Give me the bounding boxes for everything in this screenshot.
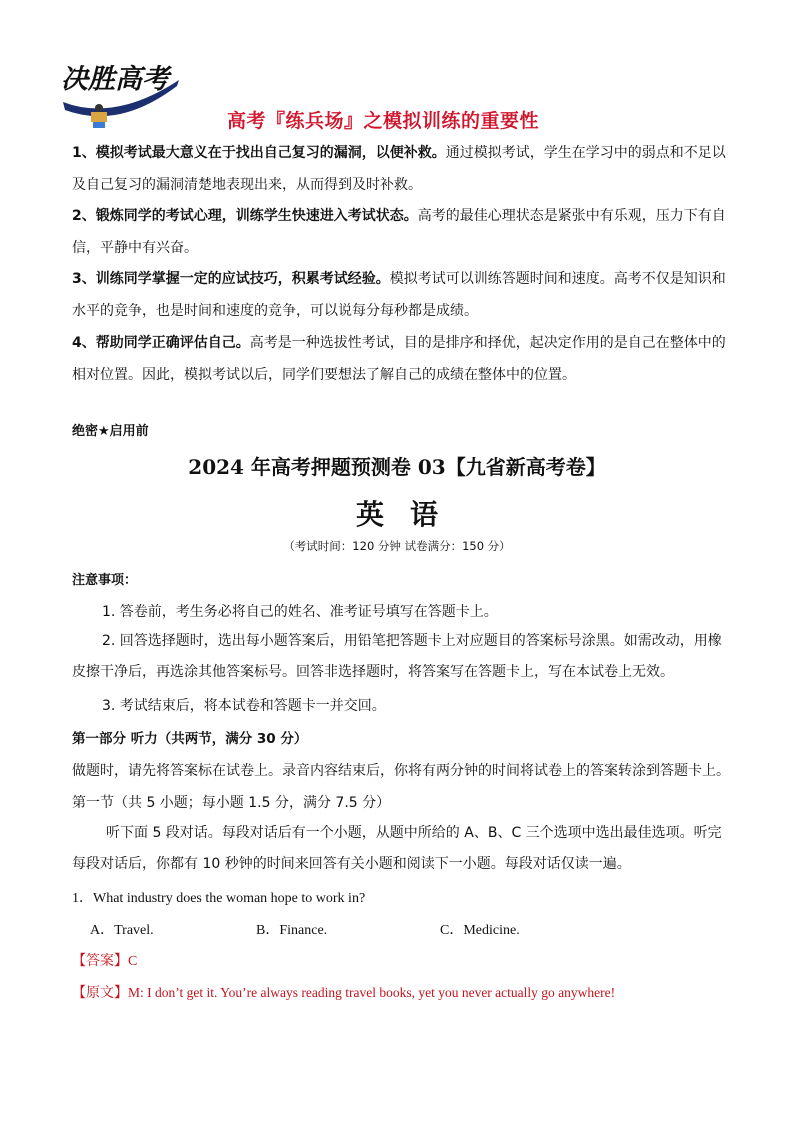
exam-info: （考试时间：120 分钟 试卷满分：150 分） xyxy=(283,539,511,553)
importance-item-1-bold: 1、模拟考试最大意义在于找出自己复习的漏洞，以便补救。 xyxy=(72,145,446,161)
importance-item-4 xyxy=(72,328,726,391)
subject-title: 英语 xyxy=(355,498,464,531)
part1-instruction: 做题时，请先将答案标在试卷上。录音内容结束后，你将有两分钟的时间将试卷上的答案转涂到答题卡上。 xyxy=(72,763,730,779)
note-item-2: 2. 回答选择题时，选出每小题答案后，用铅笔把答题卡上对应题目的答案标号涂黑。如需改动，用橡皮擦干净后，再选涂其他答案标号。回答非选择题时，将答案写在答题卡上，写在本试卷上无效。 xyxy=(72,633,722,680)
source-label: 【原文】 xyxy=(72,985,128,1001)
importance-item-1 xyxy=(72,138,726,201)
note-item-3: 3. 考试结束后，将本试卷和答题卡一并交回。 xyxy=(102,698,386,714)
logo xyxy=(55,52,185,134)
importance-item-4-bold: 4、帮助同学正确评估自己。 xyxy=(72,335,250,351)
importance-item-2 xyxy=(72,201,726,264)
question-1-stem: 1．What industry does the woman hope to work in? xyxy=(72,891,366,906)
source-row xyxy=(72,982,615,1002)
source-text: M: I don’t get it. You’re always reading travel books, yet you never actually go anywhere! xyxy=(128,985,616,1000)
answer-label: 【答案】 xyxy=(72,953,128,969)
importance-item-3-text: 模拟考试可以训练答题时间和速度。高考不仅是知识和水平的竞争，也是时间和速度的竞争，可以说每分每秒都是成绩。 xyxy=(72,271,726,319)
answer-row xyxy=(72,950,137,970)
section1-description: 听下面 5 段对话。每段对话后有一个小题，从题中所给的 A、B、C 三个选项中选出最佳选项。听完每段对话后，你都有 10 秒钟的时间来回答有关小题和阅读下一小题。每段对话仅读一遍。 xyxy=(72,825,722,872)
question-1-option-a: A．Travel. xyxy=(90,923,154,938)
importance-item-3-bold: 3、训练同学掌握一定的应试技巧，积累考试经验。 xyxy=(72,271,390,287)
importance-item-1-text: 通过模拟考试，学生在学习中的弱点和不足以及自己复习的漏洞清楚地表现出来，从而得到及时补救。 xyxy=(72,145,726,193)
importance-item-4-text: 高考是一种选拔性考试，目的是排序和择优，起决定作用的是自己在整体中的相对位置。因此，模拟考试以后，同学们要想法了解自己的成绩在整体中的位置。 xyxy=(72,335,726,383)
part1-heading: 第一部分 听力（共两节，满分 30 分） xyxy=(72,731,308,747)
exam-title: 2024 年高考押题预测卷 03【九省新高考卷】 xyxy=(188,455,606,479)
note-item-1: 1. 答卷前，考生务必将自己的姓名、准考证号填写在答题卡上。 xyxy=(102,604,498,620)
logo-graphic xyxy=(55,52,185,134)
question-1-option-c: C．Medicine. xyxy=(440,923,520,938)
question-1-option-b: B．Finance. xyxy=(256,923,328,938)
importance-item-2-bold: 2、锻炼同学的考试心理，训练学生快速进入考试状态。 xyxy=(72,208,418,224)
logo-text: 决胜高考 xyxy=(61,64,169,95)
notes-title: 注意事项： xyxy=(72,573,138,588)
section1-heading: 第一节（共 5 小题；每小题 1.5 分，满分 7.5 分） xyxy=(72,795,391,811)
banner-title: 高考『练兵场』之模拟训练的重要性 xyxy=(227,110,540,132)
importance-item-2-text: 高考的最佳心理状态是紧张中有乐观，压力下有自信，平静中有兴奋。 xyxy=(72,208,726,256)
answer-value: C xyxy=(128,954,138,969)
importance-item-3 xyxy=(72,264,726,327)
secret-label: 绝密★启用前 xyxy=(72,424,149,439)
